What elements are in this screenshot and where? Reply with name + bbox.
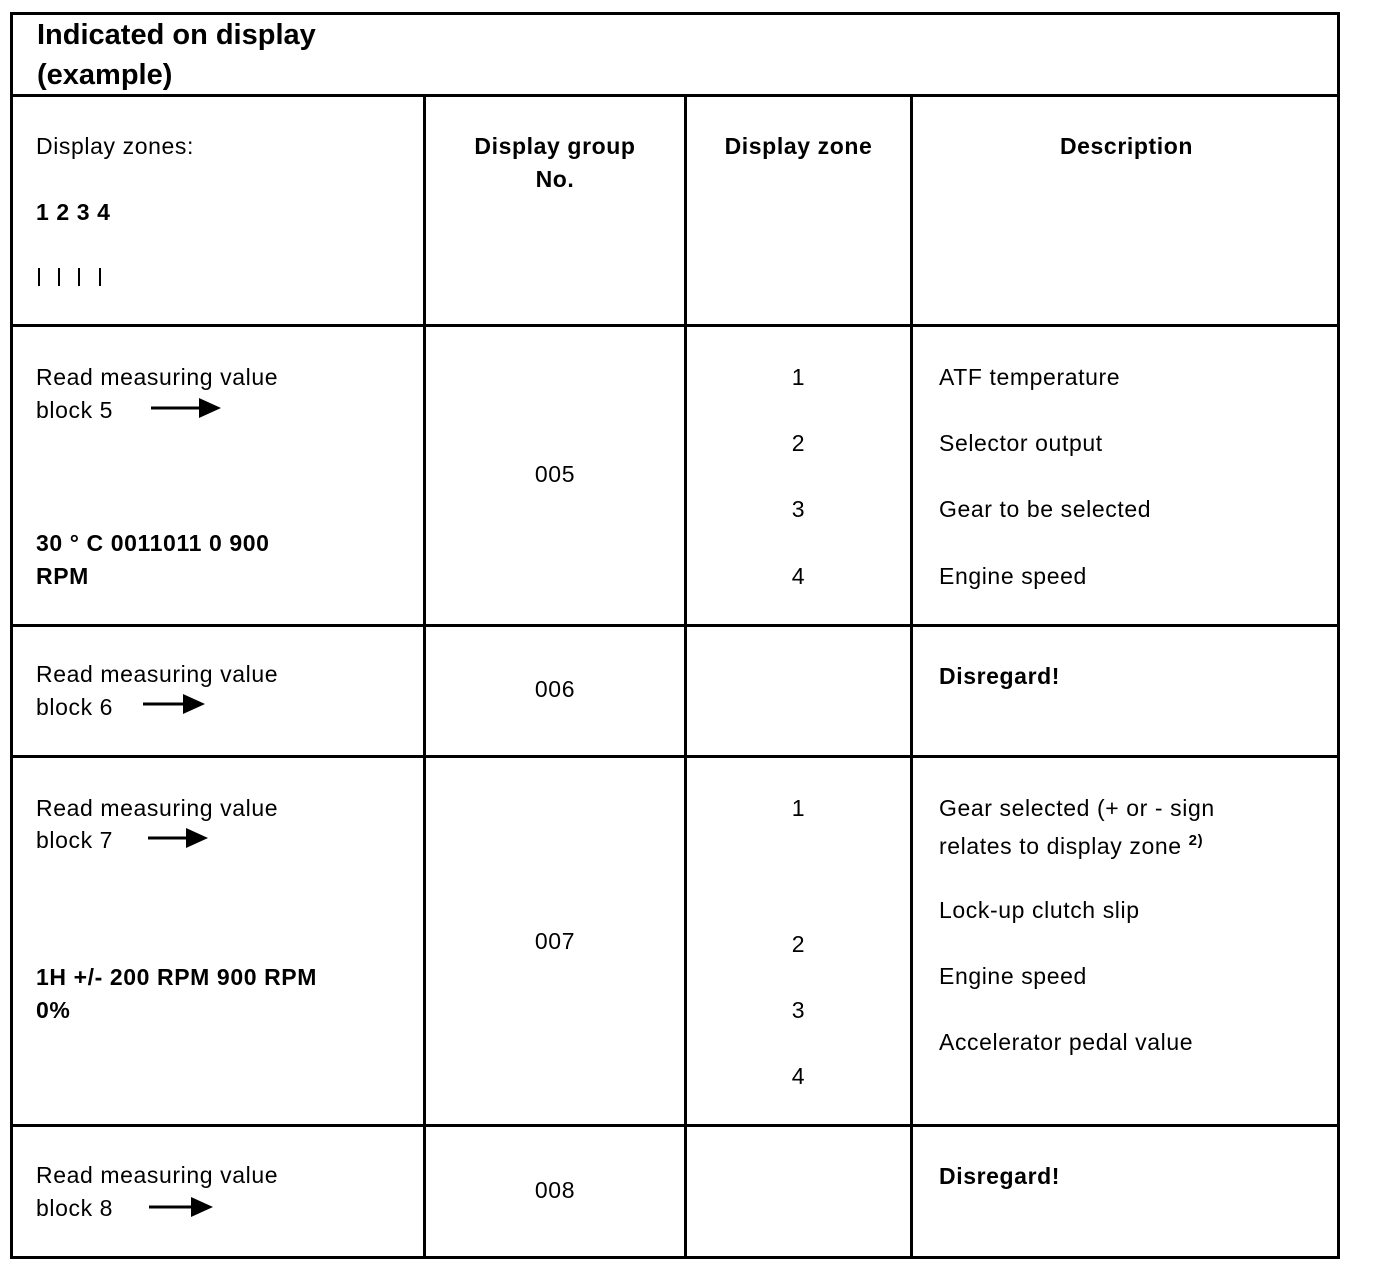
row-divider [10,1124,1340,1127]
zone-description: Engine speed [939,963,1087,989]
header-display-group-no: No. [535,166,575,192]
example-display-value-unit: 0% [36,997,71,1023]
row-label: Read measuring value [36,1162,279,1188]
display-zone-number: 2 [791,430,806,456]
display-group-number: 007 [534,928,576,954]
example-display-value-unit: RPM [36,563,89,589]
zone-description: Gear selected (+ or - sign [939,795,1215,821]
zone-description: Lock-up clutch slip [939,897,1140,923]
zone-description: Engine speed [939,563,1087,589]
row-label-block: block 6 [36,694,114,720]
row-divider [10,624,1340,627]
display-zone-number: 4 [791,563,806,589]
zone-description-disregard: Disregard! [939,663,1061,689]
right-arrow-icon [143,693,207,715]
display-zones-numbers: 1 2 3 4 [36,199,111,225]
header-display-zone: Display zone [724,133,873,159]
zone-description: Gear to be selected [939,496,1152,522]
display-zone-number: 3 [791,997,806,1023]
row-label: Read measuring value [36,661,279,687]
header-divider [10,94,1340,97]
zone-description-text: relates to display zone [939,833,1182,859]
zone-tick-marks [36,266,116,288]
zone-description-disregard: Disregard! [939,1163,1061,1189]
right-arrow-icon [151,397,223,419]
header-description: Description [1059,133,1194,159]
example-display-value: 1H +/- 200 RPM 900 RPM [36,964,318,990]
row-divider [10,755,1340,758]
zone-description: ATF temperature [939,364,1121,390]
zone-description-continued [939,830,1203,863]
display-zone-number: 2 [791,931,806,957]
display-group-number: 008 [534,1177,576,1203]
right-arrow-icon [149,1196,215,1218]
display-zone-number: 1 [791,795,806,821]
display-zones-label: Display zones: [36,133,194,159]
row-label: Read measuring value [36,795,279,821]
header-display-group: Display group [474,133,636,159]
table-frame [10,12,1340,1259]
column-divider [910,95,913,1259]
zone-description: Selector output [939,430,1103,456]
row-label-block: block 8 [36,1195,114,1221]
row-label: Read measuring value [36,364,279,390]
display-zone-number: 1 [791,364,806,390]
display-group-number: 005 [534,461,576,487]
example-display-value: 30 ° C 0011011 0 900 [36,530,270,556]
row-label-block: block 5 [36,397,114,423]
right-arrow-icon [148,827,210,849]
table-title: Indicated on display [37,19,316,51]
display-group-number: 006 [534,676,576,702]
row-label-block: block 7 [36,827,114,853]
zone-description: Accelerator pedal value [939,1029,1194,1055]
display-zone-number: 4 [791,1063,806,1089]
footnote-marker: 2) [1188,832,1204,849]
row-divider [10,324,1340,327]
display-zone-number: 3 [791,496,806,522]
table-subtitle: (example) [37,59,173,91]
